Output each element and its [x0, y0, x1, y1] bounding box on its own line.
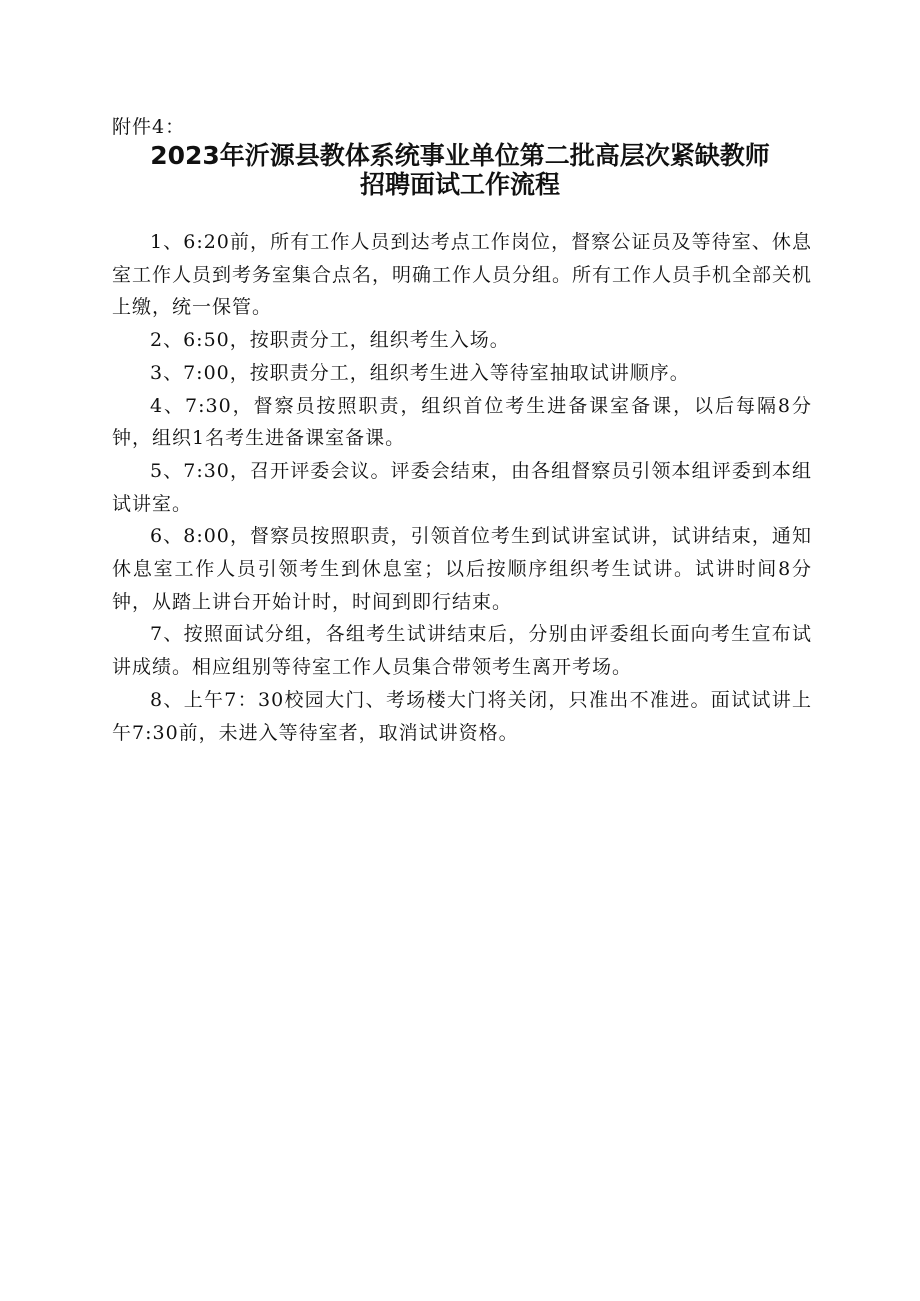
procedure-paragraph-8: 8、上午7：30校园大门、考场楼大门将关闭，只准出不准进。面试试讲上午7:30前，未进入等待室者，取消试讲资格。	[112, 688, 812, 744]
procedure-paragraph-6: 6、8:00，督察员按照职责，引领首位考生到试讲室试讲，试讲结束，通知休息室工作人员引领考生到休息室；以后按顺序组织考生试讲。试讲时间8分钟，从踏上讲台开始计时，时间到即行结束。	[112, 525, 812, 613]
procedure-paragraph-4: 4、7:30，督察员按照职责，组织首位考生进备课室备课，以后每隔8分钟，组织1名考生进备课室备课。	[112, 394, 812, 450]
document-title-line-1: 2023年沂源县教体系统事业单位第二批高层次紧缺教师	[150, 141, 770, 170]
procedure-paragraph-7: 7、按照面试分组，各组考生试讲结束后，分别由评委组长面向考生宣布试讲成绩。相应组别等待室工作人员集合带领考生离开考场。	[112, 623, 812, 679]
procedure-paragraph-3: 3、7:00，按职责分工，组织考生进入等待室抽取试讲顺序。	[150, 361, 690, 384]
attachment-label: 附件4：	[112, 116, 186, 138]
procedure-paragraph-1: 1、6:20前，所有工作人员到达考点工作岗位，督察公证员及等待室、休息室工作人员到考务室集合点名，明确工作人员分组。所有工作人员手机全部关机上缴，统一保管。	[112, 231, 813, 319]
document-body	[112, 226, 812, 749]
document-title-line-2: 招聘面试工作流程	[359, 170, 560, 199]
procedure-paragraph-2: 2、6:50，按职责分工，组织考生入场。	[150, 329, 510, 352]
procedure-paragraph-5: 5、7:30，召开评委会议。评委会结束，由各组督察员引领本组评委到本组试讲室。	[112, 459, 812, 515]
